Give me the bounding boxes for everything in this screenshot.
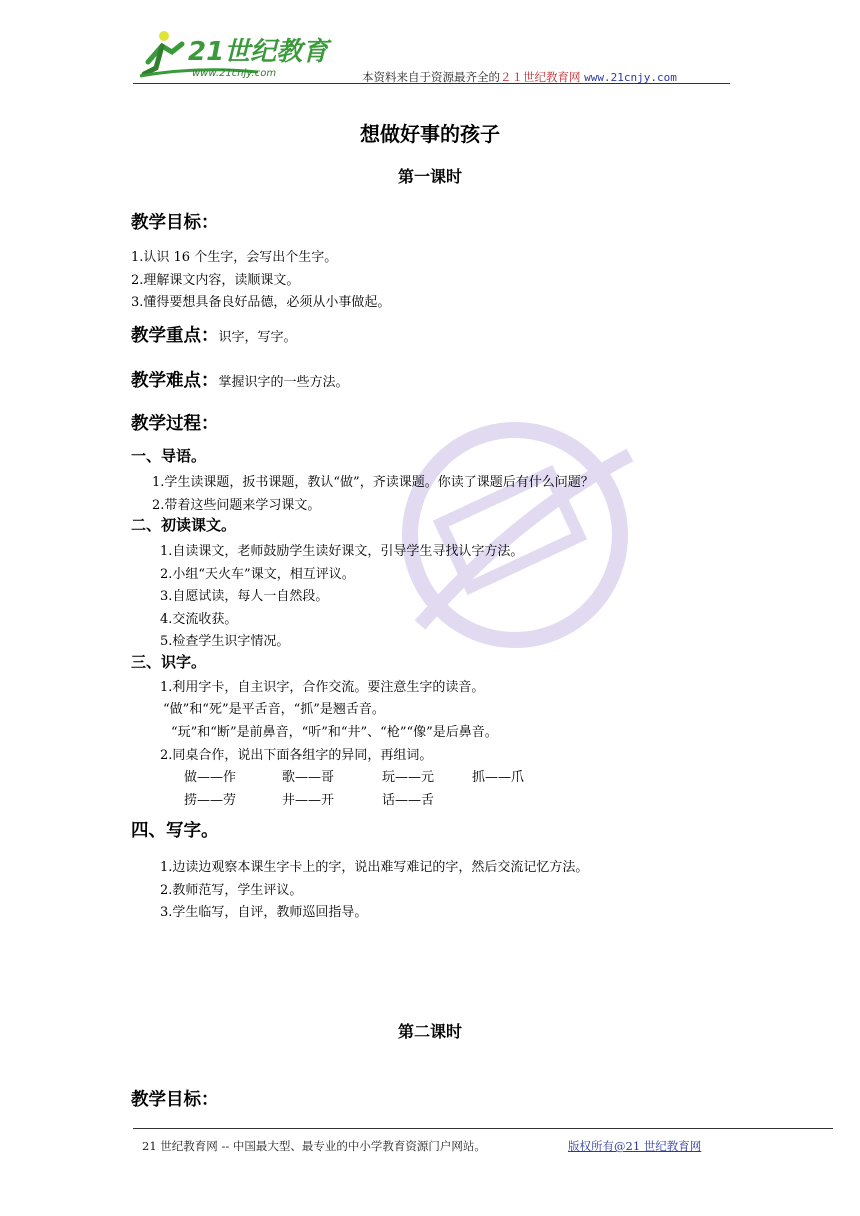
word-pair: 歌——哥	[282, 770, 335, 785]
objective-item: 3.懂得要想具备良好品德，必须从小事做起。	[131, 295, 391, 310]
section-title: 三、识字。	[131, 653, 207, 671]
section-item: 2.教师范写，学生评议。	[160, 883, 303, 898]
header-site-name[interactable]: ２１世纪教育网	[500, 70, 581, 84]
word-pair: 做——作	[184, 770, 237, 785]
section-item: 5.检查学生识字情况。	[160, 634, 290, 649]
logo-text: 21世纪教育	[188, 37, 329, 67]
section-item: 4.交流收获。	[160, 612, 238, 627]
section-item: 1.学生读课题，扳书课题，教认“做”，齐读课题。你读了课题后有什么问题？	[152, 475, 594, 490]
word-pair: 井——开	[282, 793, 335, 808]
logo-figure-body-icon	[148, 44, 182, 62]
word-pair: 话——舌	[382, 793, 435, 808]
process-heading: 教学过程：	[131, 414, 219, 434]
word-pair: 玩——元	[382, 770, 435, 785]
objective-item: 1.认识 16 个生字，会写出个生字。	[131, 250, 338, 265]
header-site-url[interactable]: www.21cnjy.com	[584, 71, 677, 84]
section-title: 一、导语。	[131, 447, 207, 465]
section-item: “做”和“死”是平舌音，“抓”是翘舌音。	[163, 702, 385, 717]
section-title: 四、写字。	[131, 821, 219, 841]
key-points	[131, 322, 297, 347]
word-pair: 捞——劳	[184, 793, 237, 808]
header-divider	[133, 83, 730, 84]
header-tagline-prefix: 本资料来自于资源最齐全的	[362, 70, 500, 84]
document-title: 想做好事的孩子	[360, 122, 500, 146]
key-points-text: 识字，写字。	[218, 330, 297, 345]
difficulty	[131, 367, 349, 392]
section-item: 3.学生临写，自评，教师巡回指导。	[160, 905, 368, 920]
objective-item: 2.理解课文内容，读顺课文。	[131, 273, 300, 288]
key-points-label: 教学重点：	[131, 326, 219, 346]
section-item: 1.利用字卡，自主识字，合作交流。要注意生字的读音。	[160, 680, 485, 695]
footer-description: 21 世纪教育网 -- 中国最大型、最专业的中小学教育资源门户网站。	[142, 1139, 486, 1153]
section-title: 二、初读课文。	[131, 516, 237, 534]
section-item: 1.边读边观察本课生字卡上的字，说出难写难记的字，然后交流记忆方法。	[160, 860, 589, 875]
footer-divider	[133, 1128, 833, 1129]
section-item: 3.自愿试读，每人一自然段。	[160, 589, 329, 604]
difficulty-label: 教学难点：	[131, 371, 219, 391]
logo-figure-head-icon	[159, 31, 169, 41]
section-item: 2.同桌合作，说出下面各组字的异同，再组词。	[160, 748, 433, 763]
section-item: 1.自读课文，老师鼓励学生读好课文，引导学生寻找认字方法。	[160, 544, 524, 559]
logo-graphic	[138, 22, 338, 84]
lesson-two-heading: 第二课时	[397, 1022, 462, 1041]
difficulty-text: 掌握识字的一些方法。	[218, 375, 349, 390]
logo-url-text: www.21cnjy.com	[192, 68, 277, 79]
lesson-two-objectives-heading: 教学目标：	[131, 1090, 219, 1110]
word-pair: 抓——爪	[472, 770, 525, 785]
lesson-one-heading: 第一课时	[397, 167, 462, 186]
section-item: 2.带着这些问题来学习课文。	[152, 498, 321, 513]
footer-copyright-link[interactable]: 版权所有@21 世纪教育网	[568, 1139, 702, 1153]
section-item: “玩”和“断”是前鼻音，“听”和“井”、“枪”“像”是后鼻音。	[171, 725, 498, 740]
section-item: 2.小组“天火车”课文，相互评议。	[160, 567, 355, 582]
objectives-heading: 教学目标：	[131, 213, 219, 233]
site-logo[interactable]	[138, 22, 338, 84]
